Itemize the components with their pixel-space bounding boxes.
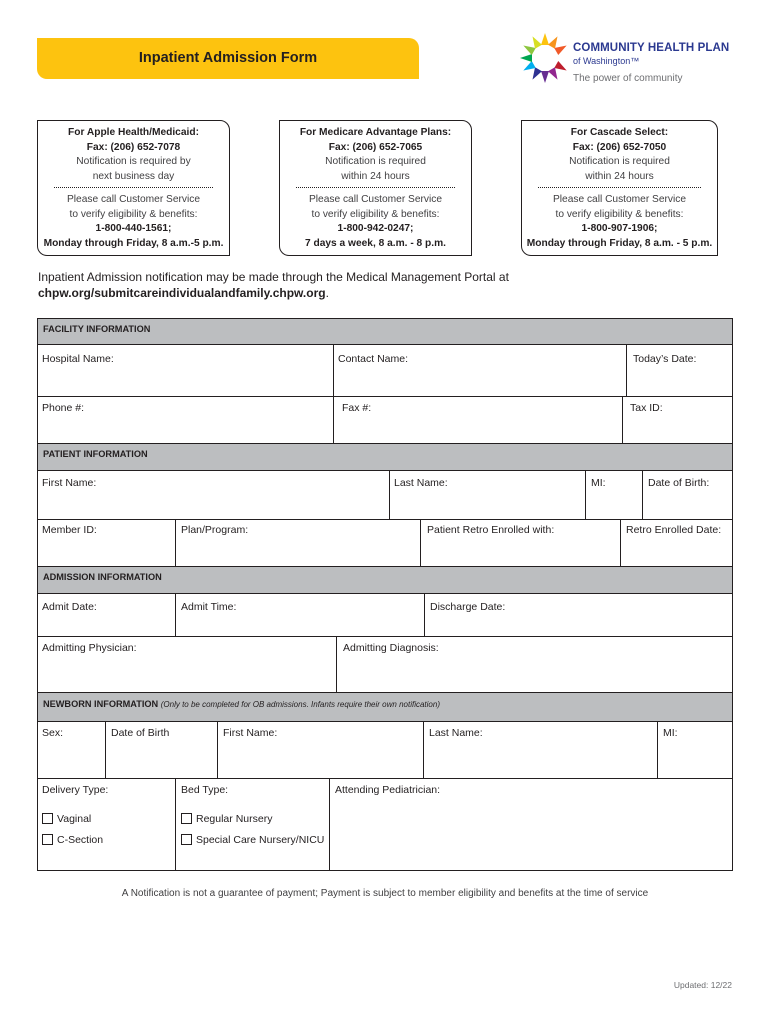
retro-enrolled-date-field[interactable]: Retro Enrolled Date: <box>626 524 722 536</box>
portal-link[interactable]: chpw.org/submitcareindividualandfamily.chpw.org <box>38 285 326 300</box>
logo-ray <box>554 61 568 74</box>
plan-program-field[interactable]: Plan/Program: <box>181 524 249 536</box>
divider <box>333 396 334 443</box>
contact-hours: Monday through Friday, 8 a.m. - 5 p.m. <box>526 237 713 249</box>
contact-fax: Fax: (206) 652-7065 <box>328 141 423 153</box>
admitting-diagnosis-field[interactable]: Admitting Diagnosis: <box>343 642 439 654</box>
contact-note: within 24 hours <box>585 170 654 182</box>
divider <box>424 594 425 636</box>
patient-first-name-field[interactable]: First Name: <box>42 477 97 489</box>
divider <box>38 519 732 520</box>
divider <box>657 722 658 778</box>
newborn-first-name-field[interactable]: First Name: <box>223 727 278 739</box>
contact-heading: For Medicare Advantage Plans: <box>299 127 452 138</box>
newborn-last-name-field[interactable]: Last Name: <box>429 727 483 739</box>
divider <box>175 594 176 636</box>
divider <box>329 778 330 871</box>
contact-note: next business day <box>92 170 175 182</box>
contact-note: Notification is required <box>569 156 670 167</box>
divider <box>333 345 334 396</box>
divider <box>217 722 218 778</box>
option-label: C-Section <box>57 834 104 846</box>
divider <box>38 636 732 637</box>
contact-service: Please call Customer Service <box>552 194 687 205</box>
attending-pediatrician-field[interactable]: Attending Pediatrician: <box>335 784 441 796</box>
logo-subtitle: of Washington™ <box>573 56 640 66</box>
patient-last-name-field[interactable]: Last Name: <box>394 477 448 489</box>
vaginal-checkbox[interactable] <box>42 813 53 824</box>
contact-heading: For Apple Health/Medicaid: <box>68 127 199 138</box>
section-heading: PATIENT INFORMATION <box>43 449 148 459</box>
contact-box-cascade <box>521 120 718 256</box>
divider <box>38 778 732 779</box>
contact-service: Please call Customer Service <box>66 194 201 205</box>
section-heading: ADMISSION INFORMATION <box>43 572 162 582</box>
regular-nursery-option[interactable] <box>181 813 272 825</box>
divider <box>54 187 213 188</box>
tax-id-field[interactable]: Tax ID: <box>630 402 663 414</box>
contact-service: Please call Customer Service <box>308 194 443 205</box>
contact-hours: Monday through Friday, 8 a.m.-5 p.m. <box>43 237 224 249</box>
contact-service: to verify eligibility & benefits: <box>69 208 198 220</box>
admitting-physician-field[interactable]: Admitting Physician: <box>42 642 137 654</box>
contact-service: to verify eligibility & benefits: <box>555 208 684 220</box>
divider <box>389 471 390 519</box>
c-section-option[interactable] <box>42 834 103 846</box>
form-title-bar <box>37 38 419 79</box>
option-label: Special Care Nursery/NICU <box>196 834 325 846</box>
contact-note: Notification is required <box>325 156 426 167</box>
section-patient <box>38 443 732 471</box>
divider <box>622 396 623 443</box>
section-facility <box>38 318 732 345</box>
admit-time-field[interactable]: Admit Time: <box>181 601 237 613</box>
hospital-name-field[interactable]: Hospital Name: <box>42 353 114 365</box>
newborn-dob-field[interactable]: Date of Birth <box>111 727 170 739</box>
admit-date-field[interactable]: Admit Date: <box>42 601 97 613</box>
updated-date: Updated: 12/22 <box>673 980 732 990</box>
c-section-checkbox[interactable] <box>42 834 53 845</box>
member-id-field[interactable]: Member ID: <box>42 524 97 536</box>
portal-notice <box>38 270 738 301</box>
contact-phone: 1-800-907-1906; <box>581 223 658 234</box>
divider <box>336 636 337 692</box>
patient-mi-field[interactable]: MI: <box>591 477 606 489</box>
nicu-checkbox[interactable] <box>181 834 192 845</box>
logo-tagline: The power of community <box>573 73 683 84</box>
contact-fax: Fax: (206) 652-7050 <box>572 141 667 153</box>
divider <box>620 519 621 566</box>
bed-type-label: Bed Type: <box>181 784 229 796</box>
contact-note: Notification is required by <box>76 156 191 167</box>
logo-name: COMMUNITY HEALTH PLAN <box>573 42 730 54</box>
divider <box>38 396 732 397</box>
logo-ray <box>520 54 532 62</box>
contact-note: within 24 hours <box>341 170 410 182</box>
contact-phone: 1-800-942-0247; <box>337 223 414 234</box>
delivery-type-label: Delivery Type: <box>42 784 109 796</box>
logo-ray <box>554 42 568 55</box>
option-label: Regular Nursery <box>196 813 273 825</box>
divider <box>175 519 176 566</box>
discharge-date-field[interactable]: Discharge Date: <box>430 601 506 613</box>
regular-nursery-checkbox[interactable] <box>181 813 192 824</box>
logo-ray <box>541 71 549 83</box>
contact-hours: 7 days a week, 8 a.m. - 8 p.m. <box>305 237 446 249</box>
divider <box>105 722 106 778</box>
section-newborn <box>38 692 732 722</box>
phone-field[interactable]: Phone #: <box>42 402 85 414</box>
contact-heading: For Cascade Select: <box>570 127 669 138</box>
contact-box-medicaid <box>37 120 230 256</box>
chpw-logo-icon <box>519 32 571 84</box>
section-heading: NEWBORN INFORMATION <box>43 699 159 709</box>
todays-date-field[interactable]: Today’s Date: <box>633 353 697 365</box>
divider <box>296 187 455 188</box>
section-admission <box>38 566 732 594</box>
fax-field[interactable]: Fax #: <box>342 402 372 414</box>
option-label: Vaginal <box>57 813 92 825</box>
retro-enrolled-with-field[interactable]: Patient Retro Enrolled with: <box>427 524 555 536</box>
patient-dob-field[interactable]: Date of Birth: <box>648 477 710 489</box>
section-note: (Only to be completed for OB admissions. Infants require their own notification) <box>160 700 440 709</box>
page-title: Inpatient Admission Form <box>138 50 318 66</box>
divider <box>642 471 643 519</box>
newborn-sex-field[interactable]: Sex: <box>42 727 64 739</box>
contact-fax: Fax: (206) 652-7078 <box>86 141 181 153</box>
nicu-option[interactable] <box>181 834 324 846</box>
divider <box>420 519 421 566</box>
divider <box>538 187 701 188</box>
notice-end: . <box>325 285 329 300</box>
divider <box>626 345 627 396</box>
newborn-mi-field[interactable]: MI: <box>663 727 678 739</box>
section-heading: FACILITY INFORMATION <box>43 324 151 334</box>
contact-box-medicare <box>279 120 472 256</box>
divider <box>423 722 424 778</box>
logo-ray <box>541 33 549 45</box>
contact-service: to verify eligibility & benefits: <box>311 208 440 220</box>
divider <box>175 778 176 871</box>
contact-name-field[interactable]: Contact Name: <box>338 353 409 365</box>
vaginal-option[interactable] <box>42 813 91 825</box>
contact-phone: 1-800-440-1561; <box>95 223 172 234</box>
admission-form <box>37 318 733 871</box>
divider <box>585 471 586 519</box>
payment-disclaimer: A Notification is not a guarantee of payment; Payment is subject to member eligibility and benefits at the time of service <box>121 888 649 899</box>
notice-text: Inpatient Admission notification may be made through the Medical Management Portal at <box>38 270 509 284</box>
